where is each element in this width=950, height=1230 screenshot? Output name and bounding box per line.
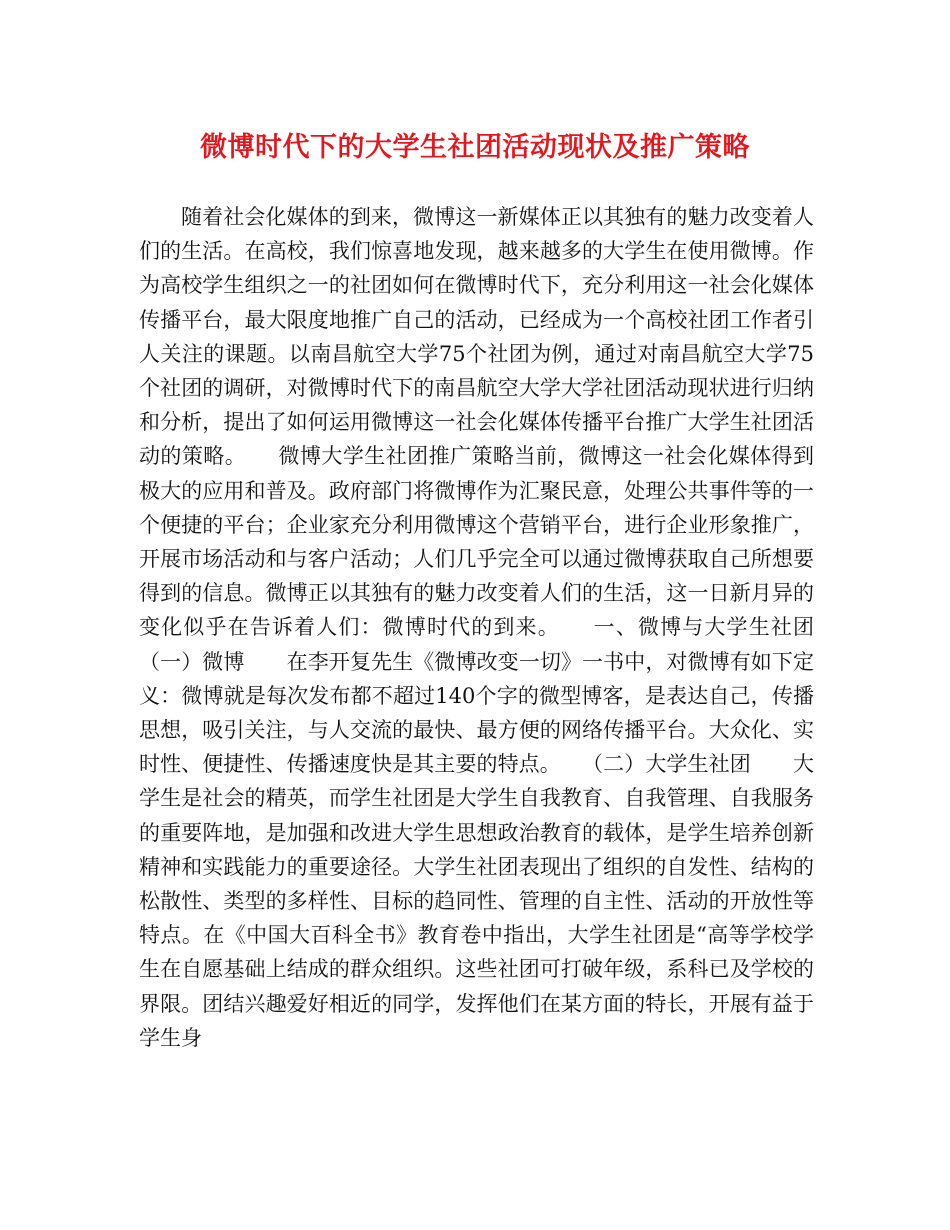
document-body-paragraph: 随着社会化媒体的到来，微博这一新媒体正以其独有的魅力改变着人们的生活。在高校，我们惊喜地发现，越来越多的大学生在使用微博。作为高校学生组织之一的社团如何在微博时代下，充分利用这一社会化媒体传播平台，最大限度地推广自己的活动，已经成为一个高校社团工作者引人关注的课题。以南昌航空大学75个社团为例，通过对南昌航空大学75个社团的调研，对微博时代下的南昌航空大学大学社团活动现状进行归纳和分析，提出了如何运用微博这一社会化媒体传播平台推广大学生社团活动的策略。 微博大学生社团推广策略当前，微博这一社会化媒体得到极大的应用和普及。政府部门将微博作为汇聚民意，处理公共事件等的一个便捷的平台；企业家充分利用微博这个营销平台，进行企业形象推广，开展市场活动和与客户活动；人们几乎完全可以通过微博获取自己所想要得到的信息。微博正以其独有的魅力改变着人们的生活，这一日新月异的变化似乎在告诉着人们：微博时代的到来。 一、微博与大学生社团 （一）微博 在李开复先生《微博改变一切》一书中，对微博有如下定义：微博就是每次发布都不超过140个字的微型博客，是表达自己，传播思想，吸引关注，与人交流的最快、最方便的网络传播平台。大众化、实时性、便捷性、传播速度快是其主要的特点。 （二）大学生社团 大学生是社会的精英，而学生社团是大学生自我教育、自我管理、自我服务的重要阵地，是加强和改进大学生思想政治教育的载体，是学生培养创新精神和实践能力的重要途径。大学生社团表现出了组织的自发性、结构的松散性、类型的多样性、目标的趋同性、管理的自主性、活动的开放性等特点。在《中国大百科全书》教育卷中指出，大学生社团是“高等学校学生在自愿基础上结成的群众组织。这些社团可打破年级，系科已及学校的界限。团结兴趣爱好相近的同学，发挥他们在某方面的特长，开展有益于学生身 [139,205,856,1050]
document-title: 微博时代下的大学生社团活动现状及推广策略 [200,132,750,163]
